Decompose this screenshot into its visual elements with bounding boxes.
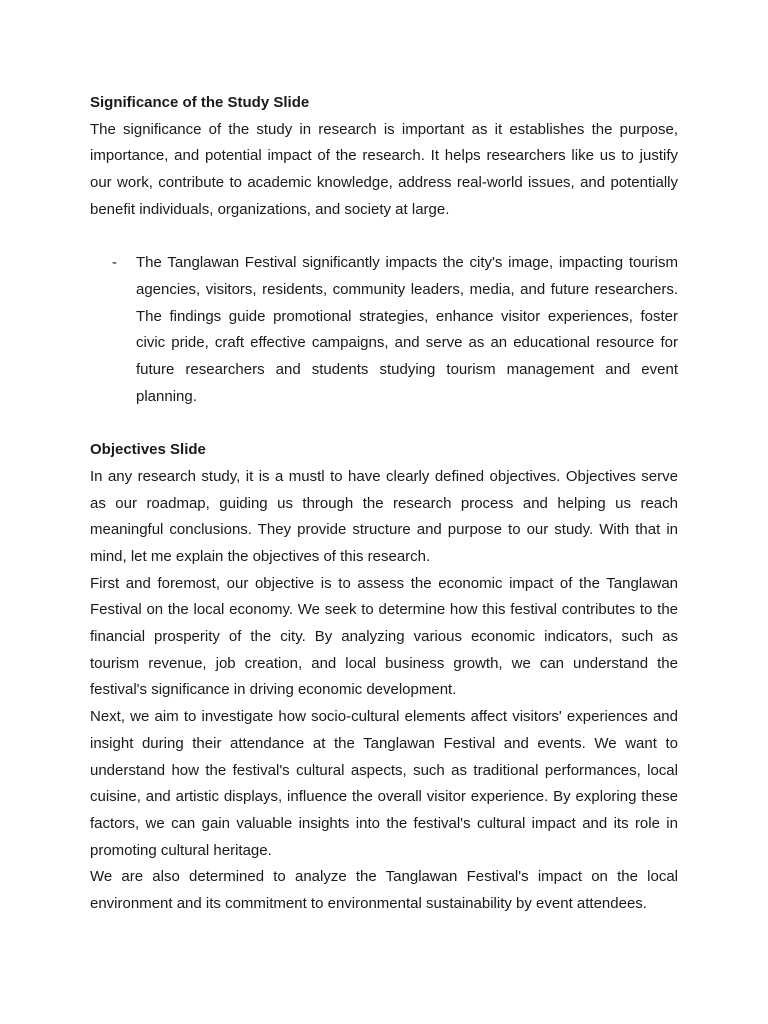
- bullet-text: The Tanglawan Festival significantly impacts the city's image, impacting tourism agencies, visitors, residents, community leaders, media, and future researchers. The findings guide promotional strategies, enhance visitor experiences, foster civic pride, craft effective campaigns, and serve as an educational resource for future researchers and students studying tourism management and event planning.: [136, 254, 678, 405]
- list-item: [90, 250, 678, 410]
- significance-section: [90, 90, 678, 410]
- objectives-paragraph-environment: We are also determined to analyze the Tanglawan Festival's impact on the local environment and its commitment to environmental sustainability by event attendees.: [90, 868, 678, 913]
- section-heading-objectives: Objectives Slide: [90, 441, 206, 459]
- significance-bullet-list: [90, 250, 678, 410]
- objectives-paragraph-intro: In any research study, it is a mustl to have clearly defined objectives. Objectives serve as our roadmap, guiding us through the research process and helping us reach meaningful conclusions. They provide structure and purpose to our study. With that in mind, let me explain the objectives of this research.: [90, 467, 678, 565]
- document-page: [90, 90, 678, 918]
- bullet-marker: -: [112, 254, 117, 272]
- objectives-paragraph-economic: First and foremost, our objective is to assess the economic impact of the Tanglawan Festival on the local economy. We seek to determine how this festival contributes to the financial prosperity of the city. By analyzing various economic indicators, such as tourism revenue, job creation, and local business growth, we can understand the festival's significance in driving economic development.: [90, 574, 678, 699]
- section-heading-significance: Significance of the Study Slide: [90, 94, 310, 111]
- objectives-section: [90, 437, 678, 918]
- significance-paragraph: The significance of the study in research is important as it establishes the purpose, importance, and potential impact of the research. It helps researchers like us to justify our work, contribute to academic knowledge, address real-world issues, and potentially benefit individuals, organizations, and society at large.: [90, 120, 678, 218]
- objectives-paragraph-sociocultural: Next, we aim to investigate how socio-cultural elements affect visitors' experiences and insight during their attendance at the Tanglawan Festival and events. We want to understand how the festival's cultural aspects, such as traditional performances, local cuisine, and artistic displays, influence the overall visitor experience. By exploring these factors, we can gain valuable insights into the festival's cultural impact and its role in promoting cultural heritage.: [90, 708, 678, 859]
